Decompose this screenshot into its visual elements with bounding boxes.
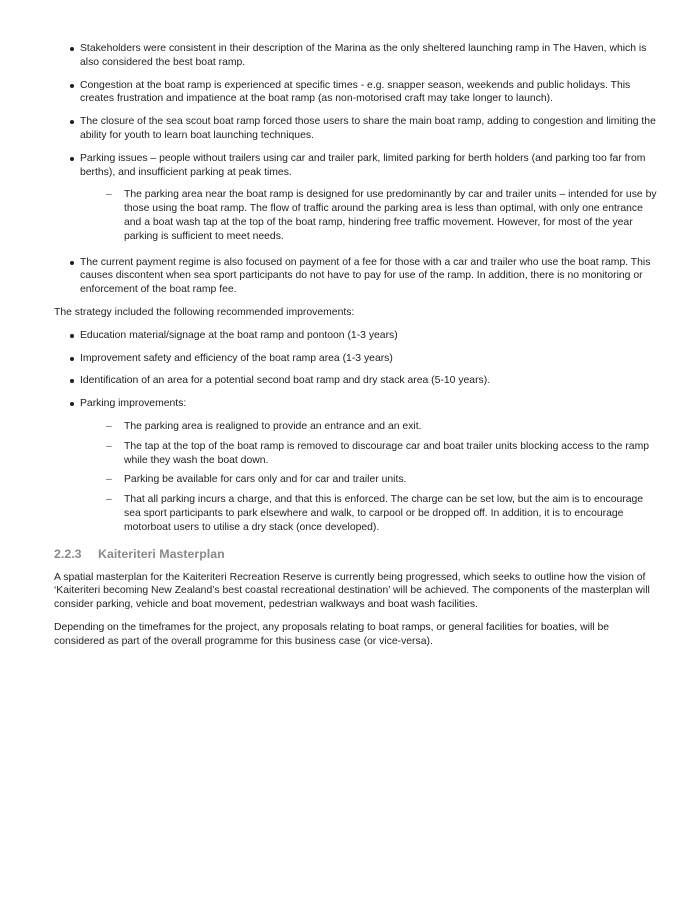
list-item-text: The closure of the sea scout boat ramp forced those users to share the main boat ramp, adding to congestion and limiting the ability for youth to learn boat launching techniques. xyxy=(80,116,656,141)
sublist-item-text: Parking be available for cars only and for car and trailer units. xyxy=(124,474,407,486)
list-item xyxy=(54,152,660,244)
list-item xyxy=(54,397,660,534)
list-item xyxy=(54,115,660,143)
sublist-item xyxy=(54,420,660,434)
dash-icon: – xyxy=(106,494,112,506)
sublist-item xyxy=(54,188,660,243)
bullet-icon xyxy=(70,402,74,406)
sublist-item-text: The tap at the top of the boat ramp is removed to discourage car and boat trailer units blocking access to the ramp while they wash the boat down. xyxy=(124,440,650,466)
bullet-icon xyxy=(70,120,74,124)
sublist-item xyxy=(54,473,660,487)
bullet-icon xyxy=(70,47,74,51)
bullet-icon xyxy=(70,379,74,383)
dash-icon: – xyxy=(106,189,112,201)
sublist-item xyxy=(54,440,660,468)
list-item-text: The current payment regime is also focused on payment of a fee for those with a car and trailer who use the boat ramp. This causes discontent when sea sport participants do not have to pay for use of the ramp. In addition, there is no monitoring or enforcement of the boat ramp fee. xyxy=(80,256,651,296)
list-item xyxy=(54,256,660,297)
section-heading xyxy=(54,546,660,562)
list-item xyxy=(54,374,660,388)
dash-icon: – xyxy=(106,420,112,432)
list-item-text: Stakeholders were consistent in their description of the Marina as the only sheltered launching ramp in The Haven, which is also considered the best boat ramp. xyxy=(80,43,647,68)
section-number: 2.2.3 xyxy=(54,546,82,561)
sublist-item-text: The parking area near the boat ramp is designed for use predominantly by car and trailer units – intended for use by those using the boat ramp. The flow of traffic around the parking area is less than optimal, with only one entrance and a boat wash tap at the top of the boat ramp, hindering free traffic movement. However, for most of the year parking is sufficient to meet needs. xyxy=(124,189,657,242)
parking-improvements-sublist xyxy=(54,420,660,535)
dash-icon: – xyxy=(106,440,112,452)
bullet-icon xyxy=(70,84,74,88)
sublist-item xyxy=(54,493,660,534)
bullet-icon xyxy=(70,261,74,265)
list-item-text: Parking issues – people without trailers using car and trailer park, limited parking for berth holders (and parking too far from berths), and insufficient parking at peak times. xyxy=(80,152,646,178)
list-item xyxy=(54,79,660,107)
timeframes-paragraph: Depending on the timeframes for the project, any proposals relating to boat ramps, or general facilities for boaties, will be considered as part of the overall programme for this business case (or vice-versa). xyxy=(54,621,610,647)
list-item xyxy=(54,352,660,366)
list-item-text: Identification of an area for a potential second boat ramp and dry stack area (5-10 years). xyxy=(80,375,491,387)
bullet-icon xyxy=(70,334,74,338)
list-item-text: Parking improvements: xyxy=(80,398,187,410)
bullet-icon xyxy=(70,357,74,361)
parking-issues-sublist xyxy=(54,188,660,243)
list-item-text: Education material/signage at the boat ramp and pontoon (1-3 years) xyxy=(80,329,398,341)
sublist-item-text: That all parking incurs a charge, and that this is enforced. The charge can be set low, but the aim is to encourage sea sport participants to park elsewhere and walk, to carpool or be dropped off. In addition, it is to encourage motorboat users to utilise a dry stack (once developed). xyxy=(124,494,644,533)
masterplan-paragraph: A spatial masterplan for the Kaiteriteri Recreation Reserve is currently being progressed, which seeks to outline how the vision of ‘Kaiteriteri becoming New Zealand’s best coastal recreational destination’ will be achieved. The components of the masterplan will consider parking, vehicle and boat movement, pedestrian walkways and boat wash facilities. xyxy=(54,571,650,611)
strategy-intro: The strategy included the following recommended improvements: xyxy=(54,306,355,318)
list-item xyxy=(54,329,660,343)
improvements-list xyxy=(54,329,660,535)
sublist-item-text: The parking area is realigned to provide an entrance and an exit. xyxy=(124,420,422,432)
list-item-text: Congestion at the boat ramp is experienced at specific times - e.g. snapper season, weekends and public holidays. This creates frustration and impatience at the boat ramp (as non-motorised craft may take longer to launch). xyxy=(80,79,631,105)
document-page xyxy=(54,42,660,658)
list-item-text: Improvement safety and efficiency of the boat ramp area (1-3 years) xyxy=(80,352,393,364)
list-item xyxy=(54,42,660,70)
section-title: Kaiteriteri Masterplan xyxy=(98,546,225,561)
dash-icon: – xyxy=(106,474,112,486)
stakeholder-findings-list xyxy=(54,42,660,297)
bullet-icon xyxy=(70,157,74,161)
